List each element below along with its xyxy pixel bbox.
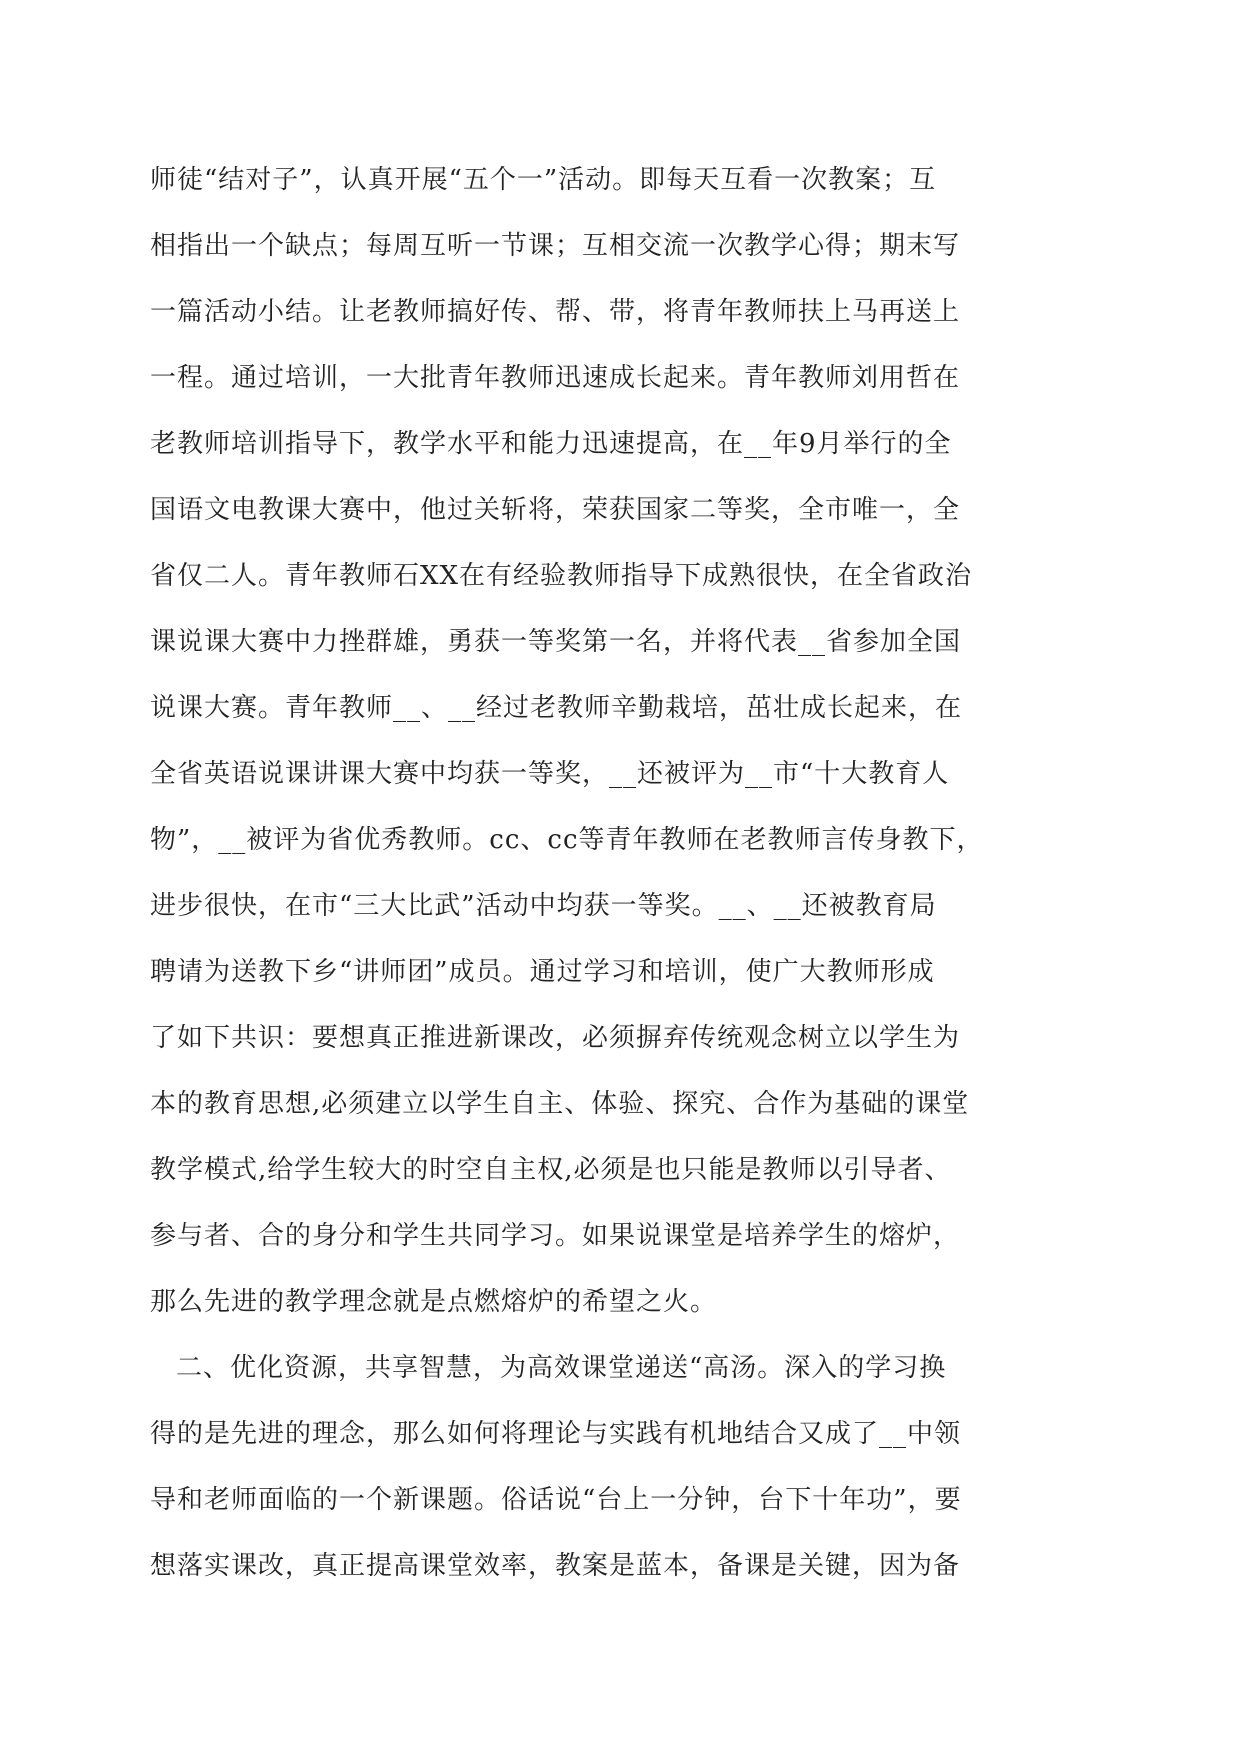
- text-line: 相指出一个缺点；每周互听一节课；互相交流一次教学心得；期末写: [150, 231, 961, 261]
- text-line: 老教师培训指导下，教学水平和能力迅速提高，在__年9月举行的全: [150, 429, 952, 459]
- text-line: 一篇活动小结。让老教师搞好传、帮、带，将青年教师扶上马再送上: [150, 297, 961, 327]
- text-line: 国语文电教课大赛中，他过关斩将，荣获国家二等奖，全市唯一，全: [150, 495, 961, 525]
- text-line: 本的教育思想,必须建立以学生自主、体验、探究、合作为基础的课堂: [150, 1089, 970, 1119]
- body-text: [150, 158, 1090, 1610]
- text-line: 教学模式,给学生较大的时空自主权,必须是也只能是教师以引导者、: [150, 1155, 952, 1185]
- text-line: 得的是先进的理念，那么如何将理论与实践有机地结合又成了__中领: [150, 1419, 962, 1449]
- text-line: 说课大赛。青年教师__、__经过老教师辛勤栽培，茁壮成长起来，在: [150, 693, 963, 723]
- section-heading-line: 二、优化资源，共享智慧，为高效课堂递送“高汤。深入的学习换: [176, 1353, 947, 1383]
- text-line: 物”，__被评为省优秀教师。cc、cc等青年教师在老教师言传身教下，: [150, 825, 984, 855]
- text-line: 导和老师面临的一个新课题。俗话说“台上一分钟，台下十年功”，要: [150, 1485, 962, 1515]
- text-line: 省仅二人。青年教师石XX在有经验教师指导下成熟很快，在全省政治: [150, 561, 973, 591]
- text-line: 了如下共识：要想真正推进新课改，必须摒弃传统观念树立以学生为: [150, 1023, 961, 1053]
- text-line: 全省英语说课讲课大赛中均获一等奖，__还被评为__市“十大教育人: [150, 759, 950, 789]
- text-line: 进步很快，在市“三大比武”活动中均获一等奖。__、__还被教育局: [150, 891, 937, 921]
- text-line: 那么先进的教学理念就是点燃熔炉的希望之火。: [150, 1287, 718, 1317]
- text-line: 课说课大赛中力挫群雄，勇获一等奖第一名，并将代表__省参加全国: [150, 627, 962, 657]
- text-line: 参与者、合的身分和学生共同学习。如果说课堂是培养学生的熔炉，: [150, 1221, 961, 1251]
- text-line: 师徒“结对子”，认真开展“五个一”活动。即每天互看一次教案；互: [150, 165, 937, 195]
- text-line: 聘请为送教下乡“讲师团”成员。通过学习和培训，使广大教师形成: [150, 957, 935, 987]
- text-line: 一程。通过培训，一大批青年教师迅速成长起来。青年教师刘用哲在: [150, 363, 961, 393]
- text-line: 想落实课改，真正提高课堂效率，教案是蓝本，备课是关键，因为备: [150, 1551, 961, 1581]
